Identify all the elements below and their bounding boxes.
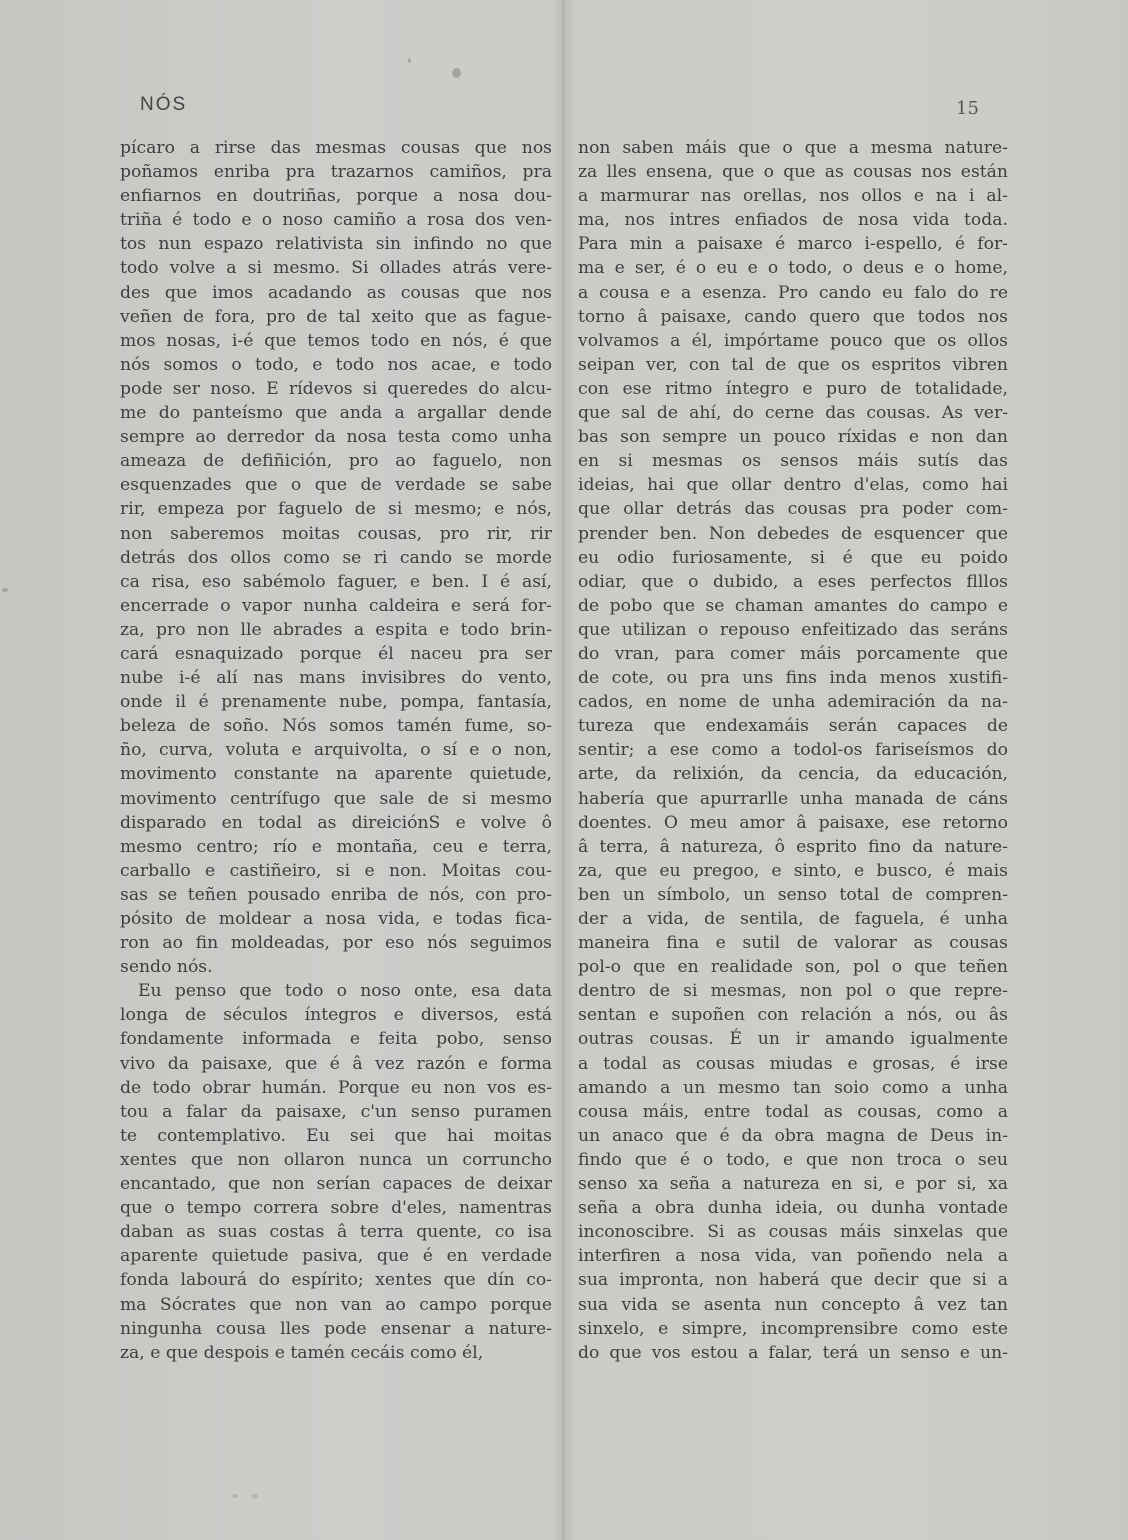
text-line: vivo da paisaxe, que é â vez razón e forma — [120, 1053, 552, 1074]
text-line: senso xa seña a natureza en si, e por si, xa — [578, 1174, 1008, 1195]
text-line: torno â paisaxe, cando quero que todos nos — [578, 306, 1008, 327]
text-line: ma e ser, é o eu e o todo, o deus e o home, — [578, 258, 1008, 279]
text-line: do vran, para comer máis porcamente que — [578, 643, 1008, 664]
text-line: aparente quietude pasiva, que é en verdade — [120, 1246, 552, 1267]
text-line: fondamente informada e feita pobo, senso — [120, 1029, 552, 1050]
text-line: ningunha cousa lles pode ensenar a nature- — [120, 1318, 552, 1339]
text-line: movimento centrífugo que sale de si mesmo — [120, 788, 552, 809]
text-line: ben un símbolo, un senso total de compren- — [578, 884, 1008, 905]
text-line: beleza de soño. Nós somos tamén fume, so- — [120, 716, 552, 737]
text-line: que sal de ahí, do cerne das cousas. As ver- — [578, 403, 1008, 424]
text-line: dentro de si mesmas, non pol o que repre- — [578, 981, 1008, 1002]
left-column — [120, 136, 552, 1365]
text-line: en si mesmas os sensos máis sutís das — [578, 451, 1008, 472]
text-line: volvamos a él, impórtame pouco que os ollos — [578, 330, 1008, 351]
text-line: de todo obrar humán. Porque eu non vos es- — [120, 1077, 552, 1098]
text-line: a cousa e a esenza. Pro cando eu falo do re — [578, 282, 1008, 303]
text-line: mesmo centro; río e montaña, ceu e terra, — [120, 836, 552, 857]
text-line: carballo e castiñeiro, si e non. Moitas cou- — [120, 860, 552, 881]
text-line: arte, da relixión, da cencia, da educación, — [578, 764, 1008, 785]
text-line: a todal as cousas miudas e grosas, é irse — [578, 1053, 1008, 1074]
text-line: Para min a paisaxe é marco i-espello, é for- — [578, 234, 1008, 255]
text-line: daban as suas costas â terra quente, co isa — [120, 1222, 552, 1243]
text-line: sentir; a ese como a todol-os fariseísmos do — [578, 740, 1008, 761]
text-line: amando a un mesmo tan soio como a unha — [578, 1077, 1008, 1098]
text-line: interfiren a nosa vida, van poñendo nela a — [578, 1246, 1008, 1267]
text-line: de cote, ou pra uns fins inda menos xustifi- — [578, 668, 1008, 689]
text-line: triña é todo e o noso camiño a rosa dos ven- — [120, 210, 552, 231]
text-line: sempre ao derredor da nosa testa como unha — [120, 427, 552, 448]
text-line: detrás dos ollos como se ri cando se morde — [120, 547, 552, 568]
ink-spot — [2, 588, 8, 592]
text-line: nube i-é alí nas mans invisibres do vento, — [120, 668, 552, 689]
text-line: za, pro non lle abrades a espita e todo brin- — [120, 619, 552, 640]
text-line: za, e que despois e tamén cecáis como él, — [120, 1342, 484, 1363]
text-line: do que vos estou a falar, terá un senso e un- — [578, 1342, 1008, 1363]
text-line: ameaza de defiñición, pro ao faguelo, non — [120, 451, 552, 472]
text-line: enfiarnos en doutriñas, porque a nosa dou- — [120, 186, 552, 207]
text-line: encantado, que non serían capaces de deixar — [120, 1174, 552, 1195]
text-line: un anaco que é da obra magna de Deus in- — [578, 1125, 1008, 1146]
text-line: inconoscibre. Si as cousas máis sinxelas que — [578, 1222, 1008, 1243]
ink-spot — [452, 68, 461, 78]
text-line: encerrade o vapor nunha caldeira e será for- — [120, 595, 552, 616]
text-line: poñamos enriba pra trazarnos camiños, pra — [120, 162, 552, 183]
text-line: me do panteísmo que anda a argallar dende — [120, 403, 552, 424]
text-line: a marmurar nas orellas, nos ollos e na i al- — [578, 186, 1008, 207]
text-line: todo volve a si mesmo. Si ollades atrás vere- — [120, 258, 552, 279]
text-line: seipan ver, con tal de que os espritos vibren — [578, 354, 1008, 375]
text-line: pósito de moldear a nosa vida, e todas fica- — [120, 909, 552, 929]
text-line: maneira fina e sutil de valorar as cousas — [578, 933, 1008, 954]
text-line: des que imos acadando as cousas que nos — [120, 282, 552, 303]
text-line: der a vida, de sentila, de faguela, é unha — [578, 909, 1008, 929]
page-number: 15 — [956, 98, 979, 119]
ink-spot — [232, 1494, 238, 1498]
text-line: nós somos o todo, e todo nos acae, e todo — [120, 354, 552, 375]
text-line: tou a falar da paisaxe, c'un senso puramen — [120, 1101, 552, 1122]
text-line: sua impronta, non haberá que decir que si a — [578, 1270, 1008, 1291]
text-line: rir, empeza por faguelo de si mesmo; e nós, — [120, 499, 552, 520]
text-line: cousa máis, entre todal as cousas, como a — [578, 1101, 1008, 1122]
text-line: disparado en todal as direiciónS e volve ô — [120, 812, 552, 833]
text-line: ño, curva, voluta e arquivolta, o sí e o non, — [120, 740, 552, 761]
text-line: ca risa, eso sabémolo faguer, e ben. I é así, — [120, 571, 552, 592]
ink-spot — [408, 58, 411, 63]
text-line: onde il é prenamente nube, pompa, fantasía, — [120, 692, 552, 713]
text-line: findo que é o todo, e que non troca o seu — [578, 1149, 1008, 1170]
text-line: prender ben. Non debedes de esquencer que — [578, 523, 1008, 544]
text-line: Eu penso que todo o noso onte, esa data — [138, 981, 552, 1002]
text-line: te contemplativo. Eu sei que hai moitas — [120, 1125, 552, 1146]
text-line: de pobo que se chaman amantes do campo e — [578, 595, 1008, 616]
text-line: mos nosas, i-é que temos todo en nós, é que — [120, 330, 552, 351]
right-column — [578, 136, 1008, 1365]
text-line: eu odio furiosamente, si é que eu poido — [578, 547, 1008, 568]
text-line: pode ser noso. E rídevos si queredes do alcu- — [120, 378, 552, 399]
text-line: xentes que non ollaron nunca un corruncho — [120, 1149, 552, 1170]
text-line: outras cousas. É un ir amando igualmente — [578, 1029, 1008, 1050]
text-line: ideias, hai que ollar dentro d'elas, como hai — [578, 475, 1008, 496]
text-line: esquenzades que o que de verdade se sabe — [120, 475, 552, 496]
text-line: fonda labourá do espírito; xentes que dín co- — [120, 1270, 552, 1291]
text-line: veñen de fora, pro de tal xeito que as fague- — [120, 306, 552, 327]
text-line: pol-o que en realidade son, pol o que teñen — [578, 957, 1008, 978]
text-line: que o tempo correra sobre d'eles, namentras — [120, 1198, 552, 1219]
text-line: bas son sempre un pouco ríxidas e non dan — [578, 427, 1008, 448]
text-line: sentan e supoñen con relación a nós, ou âs — [578, 1005, 1008, 1026]
text-line: seña a obra dunha ideia, ou dunha vontade — [578, 1198, 1008, 1219]
text-line: sendo nós. — [120, 957, 213, 978]
text-line: tos nun espazo relativista sin infindo no que — [120, 234, 552, 255]
text-line: non saberemos moitas cousas, pro rir, rir — [120, 523, 552, 544]
text-line: con ese ritmo íntegro e puro de totalidade, — [578, 378, 1008, 399]
text-line: movimento constante na aparente quietude, — [120, 764, 552, 785]
text-line: za lles ensena, que o que as cousas nos están — [578, 162, 1008, 183]
text-line: ma Sócrates que non van ao campo porque — [120, 1294, 552, 1315]
text-line: que utilizan o repouso enfeitizado das seráns — [578, 619, 1008, 640]
text-line: ma, nos intres enfiados de nosa vida toda. — [578, 210, 1008, 231]
text-line: cará esnaquizado porque él naceu pra ser — [120, 643, 552, 664]
text-line: tureza que endexamáis serán capaces de — [578, 716, 1008, 737]
text-line: sua vida se asenta nun concepto â vez tan — [578, 1294, 1008, 1315]
text-line: ron ao fin moldeadas, por eso nós seguimos — [120, 933, 552, 954]
text-line: non saben máis que o que a mesma nature- — [578, 138, 1008, 158]
text-line: sinxelo, e simpre, incomprensibre como este — [578, 1318, 1008, 1339]
text-line: cados, en nome de unha ademiración da na- — [578, 692, 1008, 713]
text-line: za, que eu pregoo, e sinto, e busco, é mais — [578, 860, 1008, 881]
text-line: longa de séculos íntegros e diversos, está — [120, 1005, 552, 1026]
text-line: â terra, â natureza, ô esprito fino da nature- — [578, 836, 1008, 857]
text-line: doentes. O meu amor â paisaxe, ese retorno — [578, 812, 1008, 833]
ink-spot — [252, 1494, 258, 1499]
text-line: que ollar detrás das cousas pra poder com- — [578, 499, 1008, 520]
page-gutter — [562, 0, 565, 1540]
text-line: sas se teñen pousado enriba de nós, con pro- — [120, 884, 552, 905]
text-line: pícaro a rirse das mesmas cousas que nos — [120, 138, 552, 158]
text-line: habería que apurrarlle unha manada de cáns — [578, 788, 1008, 809]
text-line: odiar, que o dubido, a eses perfectos flllos — [578, 571, 1008, 592]
journal-title: NÓS — [140, 94, 188, 115]
